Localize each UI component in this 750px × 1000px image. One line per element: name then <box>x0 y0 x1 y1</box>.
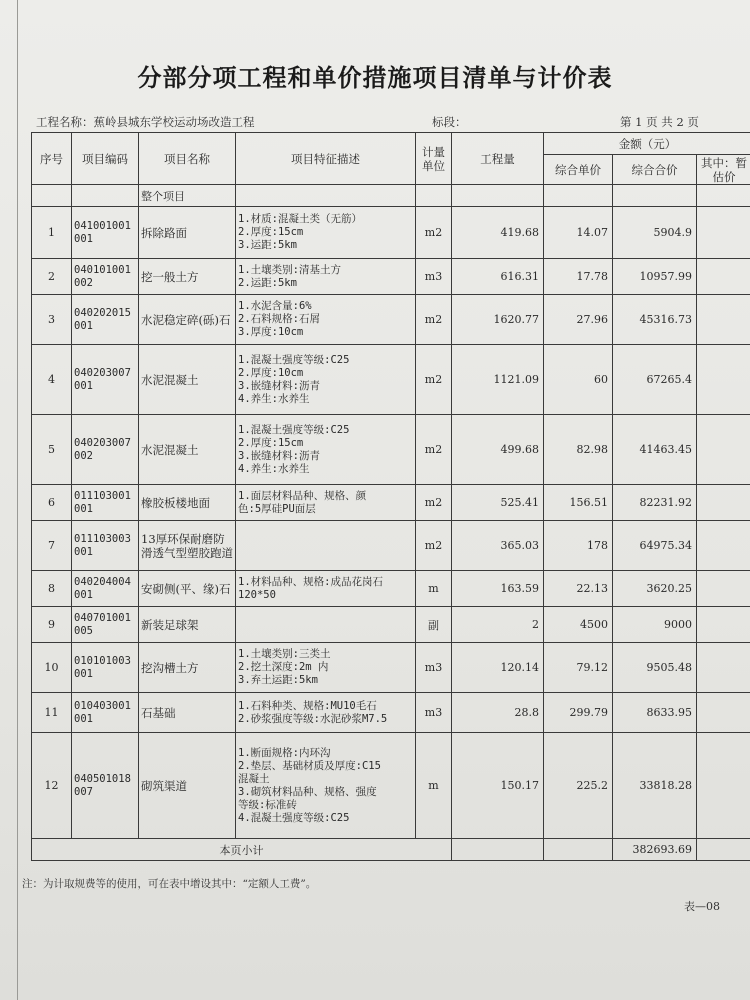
cell-code <box>72 643 139 693</box>
cell-name: 挖沟槽土方 <box>139 643 236 693</box>
cell-qty: 499.68 <box>452 415 544 485</box>
cell-code <box>72 607 139 643</box>
cell-unit: m2 <box>416 207 452 259</box>
desc-line: 120*50 <box>238 588 276 601</box>
document-title: 分部分项工程和单价措施项目清单与计价表 <box>137 63 613 92</box>
table-row <box>32 571 750 607</box>
header-unit-price: 综合单价 <box>544 155 613 185</box>
cell-seq: 2 <box>32 259 72 295</box>
cell-total: 67265.4 <box>613 345 697 415</box>
page-info: 第 1 页 共 2 页 <box>620 115 699 129</box>
cell-name: 水泥混凝土 <box>139 415 236 485</box>
cell-qty: 2 <box>452 607 544 643</box>
cell-qty: 525.41 <box>452 485 544 521</box>
cell-unit-price: 178 <box>544 521 613 571</box>
code-line: 001 <box>74 588 93 601</box>
cell-unit: m2 <box>416 345 452 415</box>
header-provisional: 其中：暂估价 <box>697 155 750 185</box>
cell-qty: 365.03 <box>452 521 544 571</box>
cell-provisional <box>697 295 750 345</box>
pricing-table <box>31 132 750 861</box>
desc-line: 1.混凝土强度等级:C25 <box>238 423 350 436</box>
table-row <box>32 415 750 485</box>
desc-line: 2.厚度:15cm <box>238 226 304 238</box>
cell-total: 82231.92 <box>613 485 697 521</box>
header-code: 项目编码 <box>72 133 139 185</box>
cell-desc <box>236 693 416 733</box>
header-desc: 项目特征描述 <box>236 133 416 185</box>
cell-name: 砌筑渠道 <box>139 733 236 839</box>
cell-total: 3620.25 <box>613 571 697 607</box>
cell-total: 8633.95 <box>613 693 697 733</box>
desc-line: 1.断面规格:内环沟 <box>238 746 331 759</box>
header-qty: 工程量 <box>452 133 544 185</box>
table-row <box>32 521 750 571</box>
table-row <box>32 607 750 643</box>
cell-provisional <box>697 571 750 607</box>
cell-seq: 5 <box>32 415 72 485</box>
code-line: 001 <box>74 232 93 245</box>
cell-provisional <box>697 643 750 693</box>
header-total: 综合合价 <box>613 155 697 185</box>
code-line: 040203007 <box>74 366 131 379</box>
cell-unit: m3 <box>416 259 452 295</box>
cell-code <box>72 521 139 571</box>
cell-name: 安砌侧(平、缘)石 <box>139 571 236 607</box>
cell-code <box>72 259 139 295</box>
cell-desc <box>236 571 416 607</box>
cell-provisional <box>697 345 750 415</box>
table-row <box>32 207 750 259</box>
cell-unit-price: 225.2 <box>544 733 613 839</box>
cell-name: 13厚环保耐磨防滑透气型塑胶跑道 <box>139 521 236 571</box>
subtotal-label: 本页小计 <box>32 839 452 861</box>
cell-seq: 6 <box>32 485 72 521</box>
subtotal-value: 382693.69 <box>613 839 697 861</box>
cell-qty: 28.8 <box>452 693 544 733</box>
desc-line: 2.垫层、基础材质及厚度:C15 <box>238 759 381 772</box>
cell-unit: m2 <box>416 521 452 571</box>
cell-code <box>72 345 139 415</box>
desc-line: 3.砌筑材料品种、规格、强度 <box>238 785 377 798</box>
table-row <box>32 643 750 693</box>
desc-line: 3.弃土运距:5km <box>238 674 318 686</box>
project-label: 工程名称： <box>36 115 94 129</box>
desc-line: 3.嵌缝材料:沥青 <box>238 379 320 392</box>
cell-provisional <box>697 607 750 643</box>
cell-unit: m2 <box>416 295 452 345</box>
cell-name: 挖一般土方 <box>139 259 236 295</box>
cell-desc <box>236 607 416 643</box>
cell-unit-price: 82.98 <box>544 415 613 485</box>
table-row <box>32 693 750 733</box>
desc-line: 1.材料品种、规格:成品花岗石 <box>238 575 383 588</box>
table-row <box>32 345 750 415</box>
cell-code <box>72 415 139 485</box>
desc-line: 1.土壤类别:清基土方 <box>238 263 341 276</box>
footnote: 注：为计取规费等的使用，可在表中增设其中：“定额人工费”。 <box>22 878 317 890</box>
cell-provisional <box>697 733 750 839</box>
cell-unit-price: 17.78 <box>544 259 613 295</box>
table-row <box>32 295 750 345</box>
cell-unit-price: 299.79 <box>544 693 613 733</box>
cell-unit-price: 14.07 <box>544 207 613 259</box>
cell-code <box>72 485 139 521</box>
desc-line: 2.运距:5km <box>238 276 297 289</box>
cell-unit: 副 <box>416 607 452 643</box>
code-line: 041001001 <box>74 219 131 232</box>
cell-unit-price: 156.51 <box>544 485 613 521</box>
cell-unit-price: 22.13 <box>544 571 613 607</box>
table-row <box>32 733 750 839</box>
cell-unit-price: 79.12 <box>544 643 613 693</box>
header-amount: 金额（元） <box>544 133 750 155</box>
desc-line: 混凝土 <box>238 772 270 785</box>
desc-line: 3.嵌缝材料:沥青 <box>238 449 320 462</box>
code-line: 010403001 <box>74 699 131 712</box>
cell-qty: 616.31 <box>452 259 544 295</box>
desc-line: 1.材质:混凝土类（无筋） <box>238 213 362 225</box>
cell-total: 33818.28 <box>613 733 697 839</box>
desc-line: 1.面层材料品种、规格、颜 <box>238 489 367 502</box>
cell-seq: 7 <box>32 521 72 571</box>
code-line: 010101003 <box>74 654 131 667</box>
cell-code <box>72 733 139 839</box>
cell-name: 拆除路面 <box>139 207 236 259</box>
header-unit: 计量单位 <box>416 133 452 185</box>
cell-code <box>72 207 139 259</box>
desc-line: 1.混凝土强度等级:C25 <box>238 353 350 366</box>
cell-desc <box>236 259 416 295</box>
section-label: 标段： <box>432 115 467 129</box>
cell-name: 石基础 <box>139 693 236 733</box>
project-name: 蕉岭县城东学校运动场改造工程 <box>93 115 255 129</box>
cell-total: 45316.73 <box>613 295 697 345</box>
cell-total: 9000 <box>613 607 697 643</box>
whole-item-row <box>32 185 750 207</box>
code-line: 002 <box>74 449 93 462</box>
subtotal-row <box>32 839 750 861</box>
code-line: 001 <box>74 712 93 725</box>
whole-item-label: 整个项目 <box>139 185 236 207</box>
cell-seq: 3 <box>32 295 72 345</box>
cell-seq: 1 <box>32 207 72 259</box>
code-line: 040701001 <box>74 611 131 624</box>
cell-provisional <box>697 693 750 733</box>
code-line: 001 <box>74 502 93 515</box>
cell-seq: 9 <box>32 607 72 643</box>
cell-name: 新装足球架 <box>139 607 236 643</box>
cell-name: 水泥混凝土 <box>139 345 236 415</box>
cell-desc <box>236 415 416 485</box>
cell-seq: 8 <box>32 571 72 607</box>
code-line: 040501018 <box>74 772 131 785</box>
code-line: 040204004 <box>74 575 131 588</box>
code-line: 001 <box>74 319 93 332</box>
cell-desc <box>236 485 416 521</box>
desc-line: 1.水泥含量:6% <box>238 300 312 312</box>
cell-unit-price: 27.96 <box>544 295 613 345</box>
desc-line: 3.厚度:10cm <box>238 326 304 338</box>
cell-desc <box>236 521 416 571</box>
desc-line: 2.厚度:15cm <box>238 436 304 449</box>
cell-total: 5904.9 <box>613 207 697 259</box>
cell-total: 41463.45 <box>613 415 697 485</box>
desc-line: 1.土壤类别:三类土 <box>238 648 331 660</box>
cell-unit: m2 <box>416 485 452 521</box>
desc-line: 4.养生:水养生 <box>238 392 310 405</box>
code-line: 007 <box>74 785 93 798</box>
code-line: 011103003 <box>74 532 131 545</box>
cell-desc <box>236 733 416 839</box>
cell-qty: 120.14 <box>452 643 544 693</box>
header-name: 项目名称 <box>139 133 236 185</box>
cell-seq: 10 <box>32 643 72 693</box>
cell-provisional <box>697 207 750 259</box>
cell-provisional <box>697 259 750 295</box>
desc-line: 等级:标准砖 <box>238 798 297 811</box>
cell-total: 64975.34 <box>613 521 697 571</box>
code-line: 040202015 <box>74 306 131 319</box>
cell-qty: 1620.77 <box>452 295 544 345</box>
cell-name: 水泥稳定碎(砾)石 <box>139 295 236 345</box>
cell-total: 10957.99 <box>613 259 697 295</box>
cell-unit-price: 60 <box>544 345 613 415</box>
code-line: 002 <box>74 276 93 289</box>
cell-desc <box>236 643 416 693</box>
header-seq: 序号 <box>32 133 72 185</box>
desc-line: 4.养生:水养生 <box>238 462 310 475</box>
code-line: 005 <box>74 624 93 637</box>
desc-line: 色:5厚硅PU面层 <box>238 502 316 515</box>
cell-unit: m2 <box>416 415 452 485</box>
cell-desc <box>236 295 416 345</box>
project-name-line <box>36 114 255 130</box>
cell-desc <box>236 345 416 415</box>
table-row <box>32 485 750 521</box>
desc-line: 1.石料种类、规格:MU10毛石 <box>238 699 377 712</box>
cell-unit: m <box>416 571 452 607</box>
code-line: 040101001 <box>74 263 131 276</box>
table-row <box>32 259 750 295</box>
code-line: 001 <box>74 667 93 680</box>
code-line: 001 <box>74 545 93 558</box>
cell-desc <box>236 207 416 259</box>
code-line: 011103001 <box>74 489 131 502</box>
cell-provisional <box>697 485 750 521</box>
cell-code <box>72 295 139 345</box>
cell-provisional <box>697 415 750 485</box>
cell-seq: 4 <box>32 345 72 415</box>
cell-unit: m3 <box>416 643 452 693</box>
cell-unit-price: 4500 <box>544 607 613 643</box>
cell-code <box>72 693 139 733</box>
cell-qty: 163.59 <box>452 571 544 607</box>
desc-line: 2.砂浆强度等级:水泥砂浆M7.5 <box>238 712 388 725</box>
cell-unit: m3 <box>416 693 452 733</box>
cell-seq: 12 <box>32 733 72 839</box>
cell-unit: m <box>416 733 452 839</box>
desc-line: 2.挖土深度:2m 内 <box>238 661 329 673</box>
code-line: 040203007 <box>74 436 131 449</box>
code-line: 001 <box>74 379 93 392</box>
cell-qty: 1121.09 <box>452 345 544 415</box>
desc-line: 2.石料规格:石屑 <box>238 313 320 325</box>
cell-name: 橡胶板楼地面 <box>139 485 236 521</box>
desc-line: 2.厚度:10cm <box>238 366 304 379</box>
form-number: 表—08 <box>684 900 720 913</box>
cell-seq: 11 <box>32 693 72 733</box>
cell-qty: 419.68 <box>452 207 544 259</box>
cell-total: 9505.48 <box>613 643 697 693</box>
cell-provisional <box>697 521 750 571</box>
cell-qty: 150.17 <box>452 733 544 839</box>
desc-line: 4.混凝土强度等级:C25 <box>238 811 350 824</box>
cell-code <box>72 571 139 607</box>
desc-line: 3.运距:5km <box>238 239 297 251</box>
page-edge-line <box>17 0 18 1000</box>
